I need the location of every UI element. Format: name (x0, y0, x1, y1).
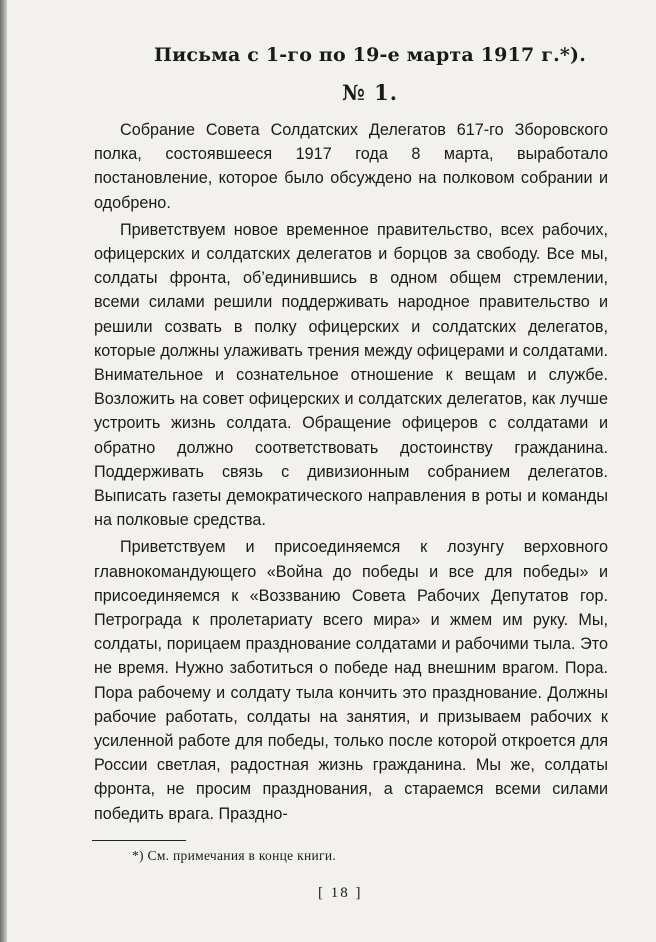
page-number: [ 18 ] (318, 885, 363, 901)
body-text (94, 118, 608, 826)
page-spine-shadow (0, 0, 7, 942)
page-title: Письма с 1-го по 19-е марта 1917 г.*). (153, 44, 587, 66)
paragraph: Приветствуем и присоединяемся к лозунгу верховного главнокомандующего «Война до победы и все для победы» и присоединяемся к «Воззванию Совета Рабочих Депутатов гор. Петрограда к пролетариату всего мира» и жмем им руку. Мы, солдаты, порицаем празднование солдатами и рабочими тыла. Это не время. Нужно заботиться о победе над внешним врагом. Пора. Пора рабочему и солдату тыла кончить это празднование. Должны рабочие работать, солдаты на занятия, и призываем рабочих к усиленной работе для победы, только после которой откроется для России светлая, радостная жизнь гражданина. Мы же, солдаты фронта, не просим празднования, а стараемся всеми силами победить врага. Праздно- (94, 538, 608, 823)
paragraph: Собрание Совета Солдатских Делегатов 617-го Зборовского полка, состоявшееся 1917 года 8 марта, выработало постановление, которое было обсуждено на полковом собрании и одобрено. (94, 121, 608, 212)
paragraph: Приветствуем новое временное правительство, всех рабочих, офицерских и солдатских делегатов и борцов за свободу. Все мы, солдаты фронта, об’единившись в одном общем стремлении, всеми силами решили поддерживать народное правительство и решили созвать в полку офицерских и солдатских делегатов, которые должны улаживать трения между офицерами и солдатами. Внимательное и сознательное отношение к вещам и службе. Возложить на совет офицерских и солдатских делегатов, как лучше устроить жизнь солдата. Обращение офицеров с солдатами и обратно должно соответствовать достоинству гражданина. Поддерживать связь с дивизионным собранием делегатов. Выписать газеты демократического направления в роты и команды на полковые средства. (94, 220, 608, 530)
footnote-separator (92, 840, 186, 841)
document-number: № 1. (341, 80, 399, 105)
footnote: *) См. примечания в конце книги. (132, 848, 337, 863)
